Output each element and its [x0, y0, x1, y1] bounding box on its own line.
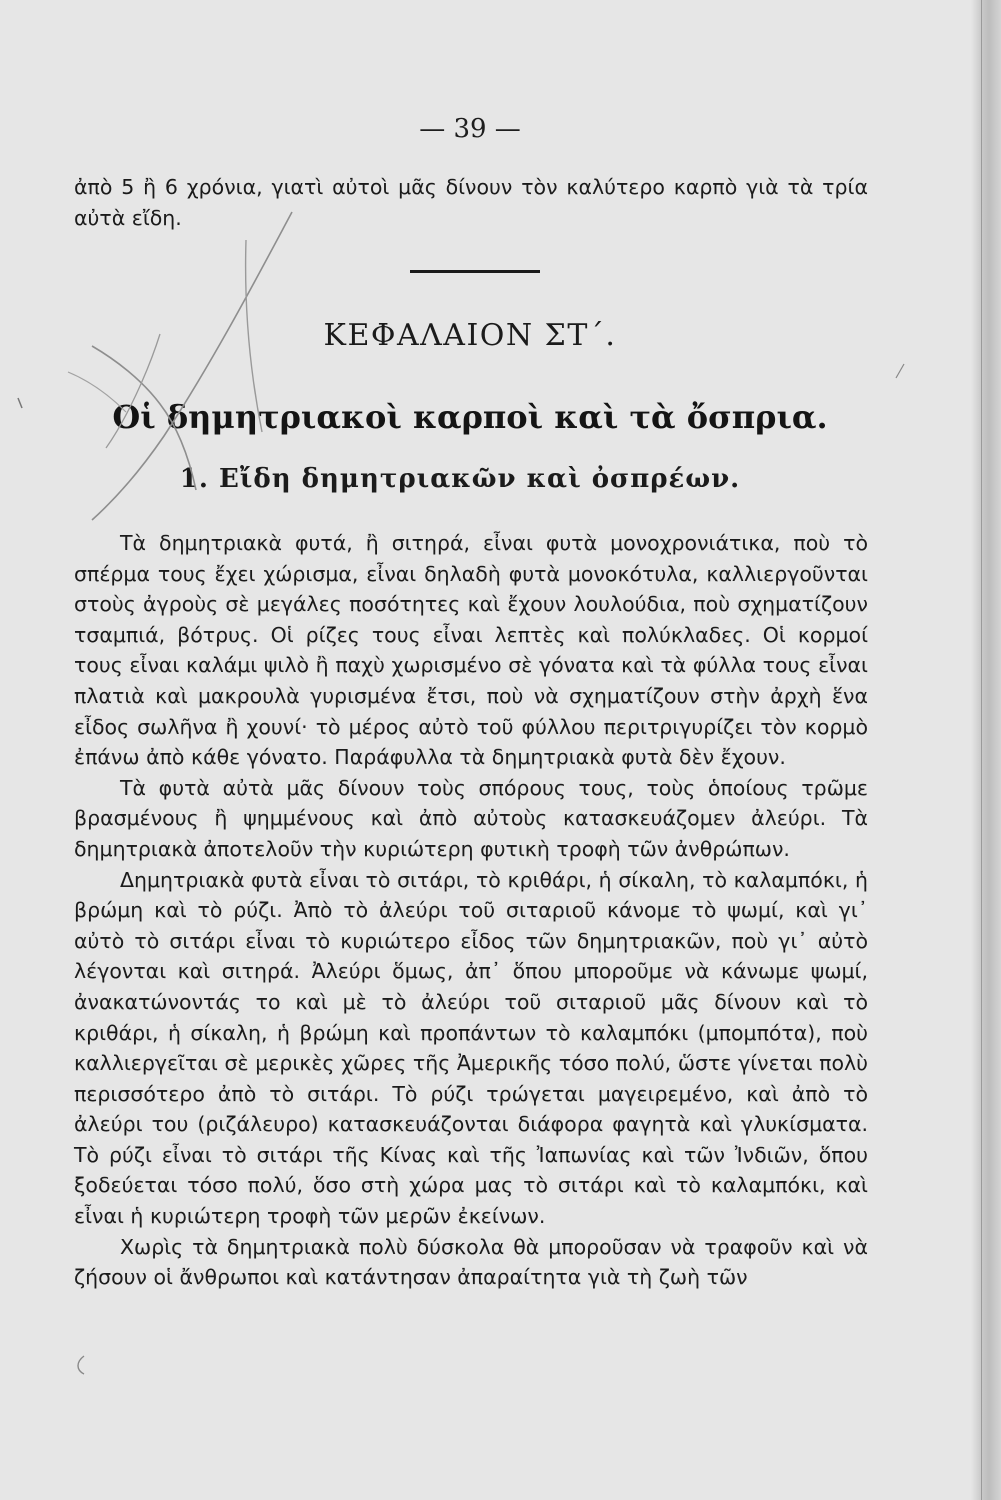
paragraph: Τὰ δημητριακὰ φυτά, ἢ σιτηρά, εἶναι φυτὰ μονοχρονιάτικα, ποὺ τὸ σπέρμα τους ἔχει χώρισμα, εἶναι δηλαδὴ φυτὰ μονοκότυλα, καλλιεργοῦνται στοὺς ἀγροὺς σὲ μεγάλες ποσότητες καὶ ἔχουν λουλούδια, ποὺ σχηματίζουν τσαμπιά, βότρυς. Οἱ ρίζες τους εἶναι λεπτὲς καὶ πολύκλαδες. Οἱ κορμοί τους εἶναι καλάμι ψιλὸ ἢ παχὺ χωρισμένο σὲ γόνατα καὶ τὰ φύλλα τους εἶναι πλατιὰ καὶ μακρουλὰ γυρισμένα ἔτσι, ποὺ νὰ σχηματίζουν στὴν ἀρχὴ ἕνα εἶδος σωλῆνα ἢ χουνί· τὸ μέρος αὐτὸ τοῦ φύλλου περιτριγυρίζει τὸν κορμὸ ἐπάνω ἀπὸ κάθε γόνατο. Παράφυλλα τὰ δημητριακὰ φυτὰ δὲν ἔχουν.	[74, 531, 868, 770]
section-heading: 1. Εἴδη δημητριακῶν καὶ ὀσπρέων.	[179, 464, 741, 494]
paragraph: Τὰ φυτὰ αὐτὰ μᾶς δίνουν τοὺς σπόρους τους, τοὺς ὁποίους τρῶμε βρασμένους ἢ ψημμένους καὶ ἀπὸ αὐτοὺς κατασκευάζομεν ἀλεύρι. Τὰ δημητριακὰ ἀποτελοῦν τὴν κυριώτερη φυτικὴ τροφὴ τῶν ἀνθρώπων.	[74, 775, 868, 861]
chapter-heading: ΚΕΦΑΛΑΙΟΝ ΣΤ΄.	[323, 318, 617, 353]
paragraph: Χωρὶς τὰ δημητριακὰ πολὺ δύσκολα θὰ μποροῦσαν νὰ τραφοῦν καὶ νὰ ζήσουν οἱ ἄνθρωποι καὶ κατάντησαν ἀπαραίτητα γιὰ τὴ ζωὴ τῶν	[74, 1234, 868, 1290]
paragraph: Δημητριακὰ φυτὰ εἶναι τὸ σιτάρι, τὸ κριθάρι, ἡ σίκαλη, τὸ καλαμπόκι, ἡ βρώμη καὶ τὸ ρύζι. Ἀπὸ τὸ ἀλεύρι τοῦ σιταριοῦ κάνομε τὸ ψωμί, καὶ γι᾿ αὐτὸ τὸ σιτάρι εἶναι τὸ κυριώτερο εἶδος τῶν δημητριακῶν, ποὺ γι᾿ αὐτὸ λέγονται καὶ σιτηρά. Ἀλεύρι ὅμως, ἀπ᾿ ὅπου μποροῦμε νὰ κάνωμε ψωμί, ἀνακατώνοντάς το καὶ μὲ τὸ ἀλεύρι τοῦ σιταριοῦ μᾶς δίνουν καὶ τὸ κριθάρι, ἡ σίκαλη, ἡ βρώμη καὶ προπάντων τὸ καλαμπόκι (μπομπότα), ποὺ καλλιεργεῖται σὲ μερικὲς χῶρες τῆς Ἀμερικῆς τόσο πολύ, ὥστε γίνεται πολὺ περισσότερο ἀπὸ τὸ σιτάρι. Τὸ ρύζι τρώγεται μαγειρεμένο, καὶ ἀπὸ τὸ ἀλεύρι του (ριζάλευρο) κατασκευάζονται διάφορα φαγητὰ καὶ γλυκίσματα. Τὸ ρύζι εἶναι τὸ σιτάρι τῆς Κίνας καὶ τῆς Ἰαπωνίας καὶ τῶν Ἰνδιῶν, ὅπου ξοδεύεται τόσο πολύ, ὅσο στὴ χώρα μας τὸ σιτάρι καὶ τὸ καλαμπόκι, καὶ εἶναι ἡ κυριώτερη τροφὴ τῶν μερῶν ἐκείνων.	[74, 867, 868, 1229]
carry-over-text: ἀπὸ 5 ἢ 6 χρόνια, γιατὶ αὐτοὶ μᾶς δίνουν τὸν καλύτερο καρπὸ γιὰ τὰ τρία αὐτὰ εἴδη.	[74, 175, 868, 230]
chapter-title: Οἱ δημητριακοὶ καρποὶ καὶ τὰ ὄσπρια.	[112, 398, 828, 436]
section-divider	[410, 270, 540, 273]
page-edge	[971, 0, 1001, 1500]
page-number: — 39 —	[419, 114, 521, 144]
body-text	[74, 528, 868, 1293]
